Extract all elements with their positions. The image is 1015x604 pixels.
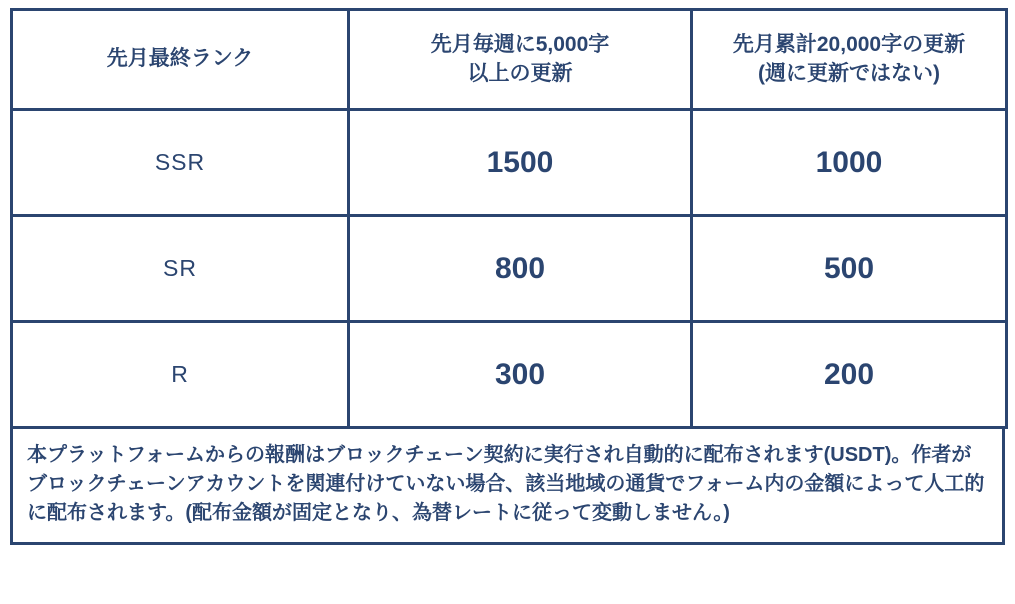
cell-rank-ssr: SSR (12, 110, 349, 216)
cell-rank-sr: SR (12, 216, 349, 322)
cell-cumulative-r: 200 (692, 322, 1007, 428)
column-header-weekly-line-1: 先月毎週に5,000字 (430, 33, 610, 57)
column-header-cumulative-line-2: (週に更新ではない) (758, 61, 940, 85)
reward-table (10, 8, 1008, 429)
table-body (12, 110, 1007, 428)
cell-weekly-sr: 800 (349, 216, 692, 322)
column-header-cumulative-line-1: 先月累計20,000字の更新 (732, 33, 966, 57)
column-header-cumulative (692, 10, 1007, 110)
column-header-weekly (349, 10, 692, 110)
table-header (12, 10, 1007, 110)
cell-cumulative-sr: 500 (692, 216, 1007, 322)
cell-weekly-ssr: 1500 (349, 110, 692, 216)
note-box (10, 426, 1005, 545)
table-row (12, 322, 1007, 428)
table-row (12, 216, 1007, 322)
note-text: 本プラットフォームからの報酬はブロックチェーン契約に実行され自動的に配布されます(USDT)。作者がブロックチェーンアカウントを関連付けていない場合、該当地域の通貨でフォーム内の金額によって人工的に配布されます。(配布金額が固定となり、為替レートに従って変動しません。) (27, 444, 985, 524)
table-header-row (12, 10, 1007, 110)
cell-cumulative-ssr: 1000 (692, 110, 1007, 216)
column-header-rank (12, 10, 349, 110)
cell-rank-r: R (12, 322, 349, 428)
column-header-weekly-line-2: 以上の更新 (467, 61, 573, 85)
column-header-rank-line-1: 先月最終ランク (106, 47, 254, 71)
table-row (12, 110, 1007, 216)
cell-weekly-r: 300 (349, 322, 692, 428)
